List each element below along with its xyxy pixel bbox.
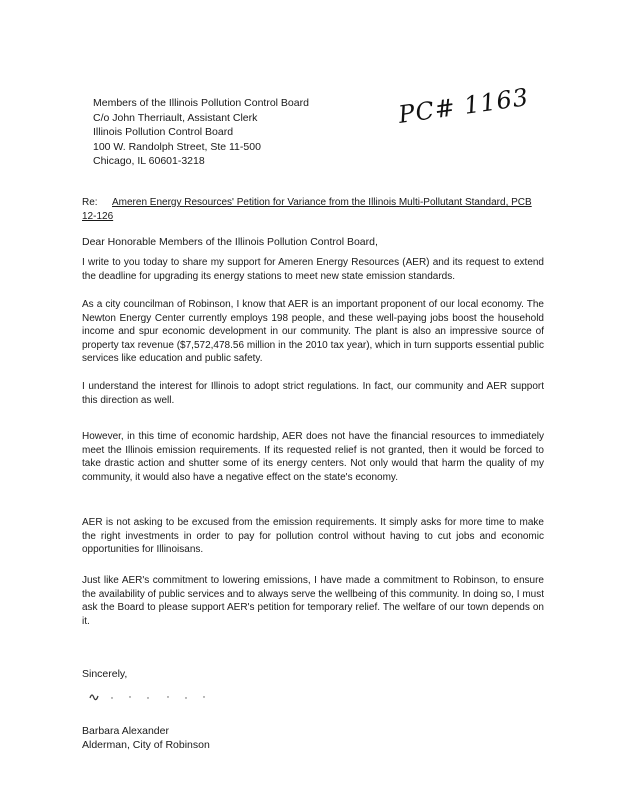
paragraph-2: As a city councilman of Robinson, I know that AER is an important proponent of our local economy. The Newton Energy Center currently employs 198 people, and these well-paying jobs boost the household income and spur economic development in our community. The plant is also an impressive source of property tax revenue ($7,572,478.56 million in the 2010 tax year), which in turn supports essential public services like education and public safety. (82, 299, 544, 365)
paragraph-1: I write to you today to share my support for Ameren Energy Resources (AER) and its request to extend the deadline for upgrading its energy stations to meet new state emission standards. (82, 257, 544, 282)
handwritten-stamp: PC# 1163 (396, 82, 531, 130)
signer-name: Barbara Alexander (82, 725, 169, 737)
recipient-address (93, 96, 309, 169)
address-line-1: Members of the Illinois Pollution Control Board (93, 97, 309, 109)
paragraph-5: AER is not asking to be excused from the emission requirements. It simply asks for more time to make the right investments in order to pay for pollution control without having to cut jobs and economic opportunities for Illinoisans. (82, 517, 544, 556)
signature-mark (82, 686, 232, 704)
re-subject: Ameren Energy Resources' Petition for Variance from the Illinois Multi-Pollutant Standard, PCB (112, 197, 532, 208)
address-line-2: C/o John Therriault, Assistant Clerk (93, 111, 258, 124)
signer-block (82, 724, 210, 752)
salutation: Dear Honorable Members of the Illinois Pollution Control Board, (82, 236, 378, 248)
signer-title: Alderman, City of Robinson (82, 739, 210, 751)
re-subject-cont: 12-126 (82, 211, 114, 222)
address-line-3: Illinois Pollution Control Board (93, 126, 234, 139)
re-label: Re: (82, 197, 98, 208)
closing: Sincerely, (82, 668, 128, 680)
address-line-4: 100 W. Randolph Street, Ste 11-500 (93, 140, 261, 153)
paragraph-4: However, in this time of economic hardship, AER does not have the financial resources to immediately meet the Illinois emission requirements. If its requested relief is not granted, then it would be forced to take drastic action and shutter some of its energy centers. Not only would that harm the quality of my community, it would also have a negative effect on the state's economy. (82, 431, 544, 483)
paragraph-6: Just like AER's commitment to lowering emissions, I have made a commitment to Robinson, to ensure the availability of public services and to always serve the wellbeing of this community. In doing so, I must ask the Board to please support AER's petition for temporary relief. The welfare of our town depends on it. (82, 575, 544, 627)
address-line-5: Chicago, IL 60601-3218 (93, 155, 205, 168)
paragraph-3: I understand the interest for Illinois to adopt strict regulations. In fact, our community and AER support this direction as well. (82, 381, 544, 406)
